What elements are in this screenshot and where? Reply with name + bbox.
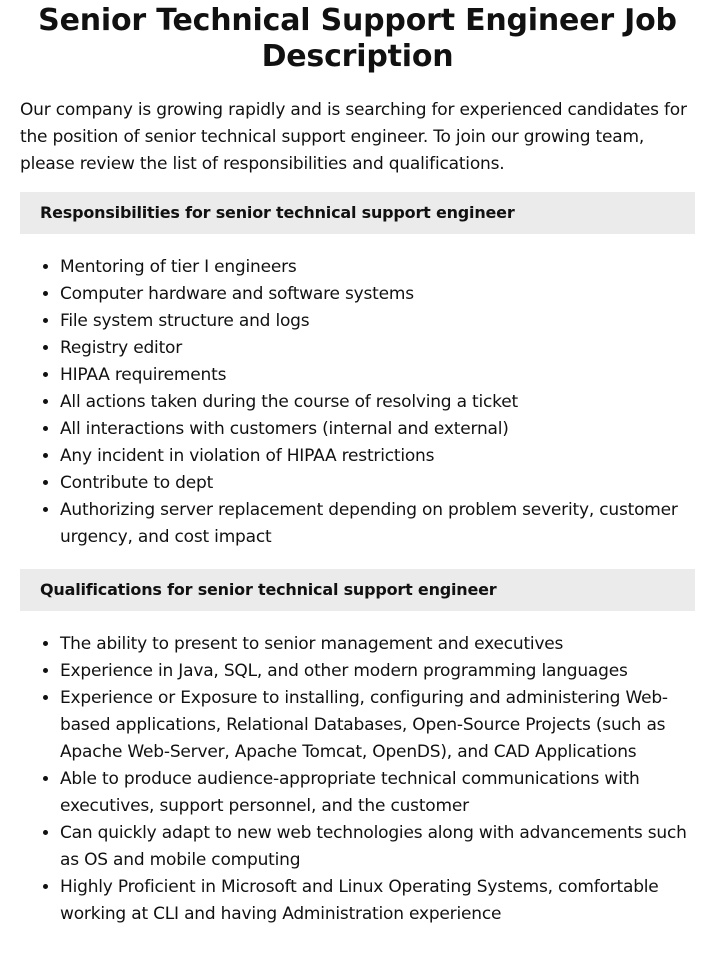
- qualifications-list: [20, 631, 695, 928]
- responsibility-item: • Mentoring of tier I engineers: [60, 254, 695, 281]
- qualification-item: • Experience or Exposure to installing, configuring and administering Web-based applications, Relational Databases, Open-Source Projects (such as Apache Web-Server, Apache Tomcat, OpenDS), and CAD Applications: [60, 685, 695, 766]
- responsibility-item: • Registry editor: [60, 335, 695, 362]
- responsibility-item: • Any incident in violation of HIPAA restrictions: [60, 443, 695, 470]
- intro-paragraph: Our company is growing rapidly and is searching for experienced candidates for the position of senior technical support engineer. To join our growing team, please review the list of responsibilities and qualifications.: [20, 100, 687, 174]
- responsibilities-heading: Responsibilities for senior technical support engineer: [20, 192, 695, 234]
- responsibility-item: • Authorizing server replacement depending on problem severity, customer urgency, and cost impact: [60, 497, 695, 551]
- qualification-item: • Experience in Java, SQL, and other modern programming languages: [60, 658, 695, 685]
- responsibilities-list: [20, 254, 695, 551]
- responsibility-item: • Computer hardware and software systems: [60, 281, 695, 308]
- page-title: Senior Technical Support Engineer Job Description: [38, 3, 677, 74]
- qualification-item: • Highly Proficient in Microsoft and Linux Operating Systems, comfortable working at CLI and having Administration experience: [60, 874, 695, 928]
- responsibility-item: • Contribute to dept: [60, 470, 695, 497]
- qualification-item: • Can quickly adapt to new web technologies along with advancements such as OS and mobile computing: [60, 820, 695, 874]
- responsibility-item: • All interactions with customers (internal and external): [60, 416, 695, 443]
- responsibility-item: • File system structure and logs: [60, 308, 695, 335]
- qualifications-heading: Qualifications for senior technical support engineer: [20, 569, 695, 611]
- qualification-item: • The ability to present to senior management and executives: [60, 631, 695, 658]
- qualification-item: • Able to produce audience-appropriate technical communications with executives, support personnel, and the customer: [60, 766, 695, 820]
- responsibility-item: • HIPAA requirements: [60, 362, 695, 389]
- responsibility-item: • All actions taken during the course of resolving a ticket: [60, 389, 695, 416]
